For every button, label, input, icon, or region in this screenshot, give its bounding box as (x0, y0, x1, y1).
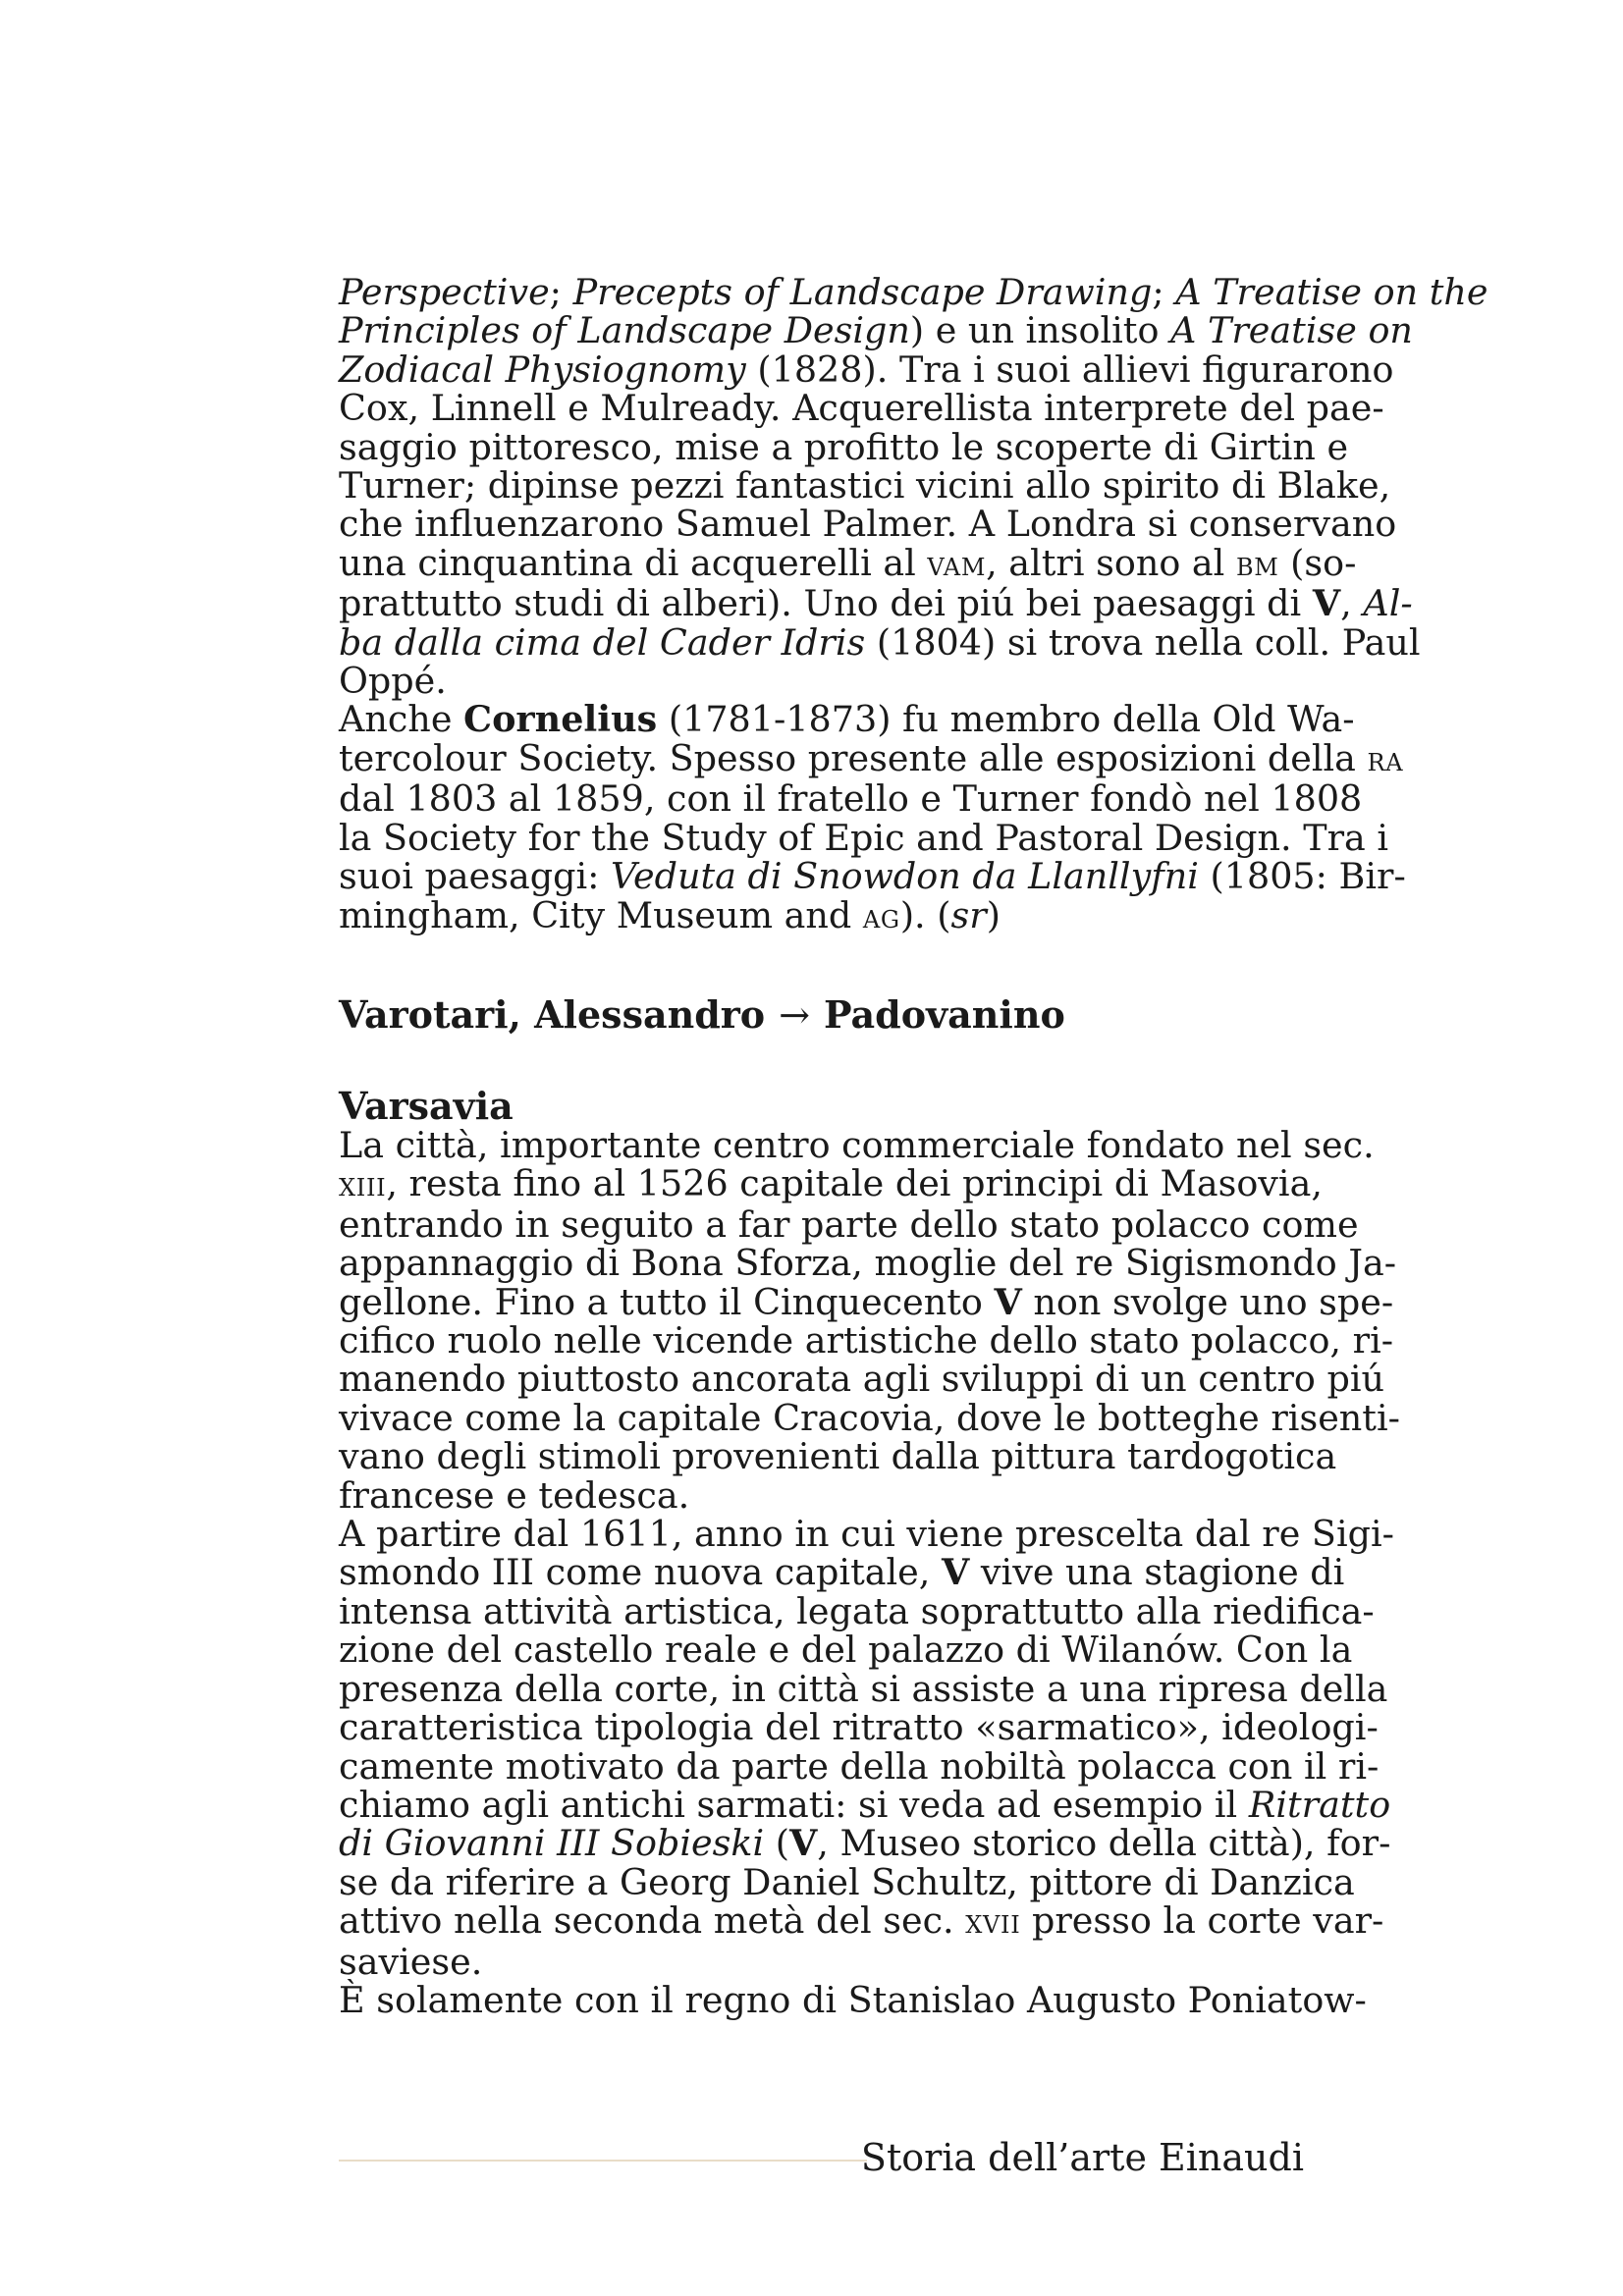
text-run: Perspective (339, 271, 550, 313)
text-run: ; (1152, 271, 1176, 313)
cross-reference: Padovanino (824, 992, 1065, 1037)
text-run: sr (950, 893, 987, 936)
text-run: , altri sono al (986, 541, 1236, 584)
text-line (339, 309, 1413, 352)
text-run: ) (986, 893, 1001, 936)
see-arrow-icon: → (779, 993, 810, 1037)
text-line (339, 1706, 1379, 1749)
entry-heading-varsavia: Varsavia (339, 1084, 514, 1128)
text-run: manendo piuttosto ancorata agli sviluppi di un centro piú (339, 1358, 1385, 1401)
text-line (339, 855, 1406, 898)
text-run: ; (549, 271, 573, 313)
text-run: saviese. (339, 1940, 483, 1983)
text-line (339, 1899, 1384, 1943)
text-line (339, 464, 1391, 507)
text-run: di Giovanni III Sobieski (339, 1822, 765, 1865)
text-run: (1828). Tra i suoi allievi figurarono (745, 347, 1394, 391)
text-block-2 (339, 1124, 1400, 2021)
text-run: A Treatise on (1170, 309, 1413, 352)
text-line (339, 1358, 1385, 1401)
text-line (339, 271, 1488, 313)
text-run: intensa attività artistica, legata soprattutto alla riedifica- (339, 1589, 1375, 1632)
text-run: saggio pittoresco, mise a profitto le scoperte di Girtin e (339, 425, 1349, 468)
text-line (339, 1629, 1353, 1672)
text-run: Principles of Landscape Design (339, 309, 910, 352)
text-line (339, 1202, 1359, 1246)
text-line (339, 1435, 1337, 1478)
text-run: entrando in seguito a far parte dello stato polacco come (339, 1202, 1359, 1246)
text-run: presso la corte var- (1020, 1899, 1384, 1943)
text-run: se da riferire a Georg Daniel Schultz, pittore di Danzica (339, 1860, 1355, 1903)
text-line (339, 1513, 1394, 1556)
text-run: V (1312, 582, 1341, 625)
text-run: Veduta di Snowdon da Llanllyfni (611, 855, 1199, 898)
text-line (339, 1280, 1394, 1323)
footer-title: Storia dell’arte Einaudi (860, 2136, 1304, 2179)
text-run: Cox, Linnell e Mulready. Acquerellista interprete del pae- (339, 387, 1384, 430)
text-line (339, 816, 1389, 859)
text-run: Oppé. (339, 660, 447, 703)
text-run: che influenzarono Samuel Palmer. A Londra si conservano (339, 503, 1397, 546)
text-line (339, 620, 1421, 664)
text-run: , (1340, 582, 1364, 625)
text-run: vivace come la capitale Cracovia, dove le botteghe risenti- (339, 1396, 1400, 1439)
text-run: , resta fino al 1526 capitale dei principi di Masovia, (386, 1162, 1323, 1205)
text-line (339, 347, 1394, 391)
text-run: (1805: Bir- (1198, 855, 1406, 898)
text-line (339, 777, 1363, 821)
text-run: caratteristica tipologia del ritratto «sarmatico», ideologi- (339, 1706, 1379, 1749)
text-run: vive una stagione di (969, 1551, 1345, 1594)
text-run: A Treatise on the (1175, 271, 1488, 313)
text-block-1 (339, 271, 1488, 936)
text-run: attivo nella seconda metà del sec. (339, 1899, 966, 1943)
text-run: la Society for the Study of Epic and Pastoral Design. Tra i (339, 816, 1389, 859)
text-run: vam (927, 544, 987, 584)
text-run: ba dalla cima del Cader Idris (339, 620, 866, 664)
text-run: Zodiacal Physiognomy (339, 347, 746, 391)
text-run: francese e tedesca. (339, 1473, 690, 1517)
text-line (339, 698, 1355, 741)
footer-rule (339, 2160, 867, 2162)
text-line (339, 1162, 1323, 1205)
text-line (339, 1589, 1375, 1632)
text-run: camente motivato da parte della nobiltà polacca con il ri- (339, 1744, 1380, 1788)
text-run: È solamente con il regno di Stanislao Augusto Poniatow- (339, 1978, 1367, 2021)
entry-heading-varotari (339, 993, 1065, 1037)
text-run: zione del castello reale e del palazzo di Wilanów. Con la (339, 1629, 1353, 1672)
text-line (339, 1473, 1303, 1517)
text-line (339, 1822, 1391, 1865)
text-run: Al- (1363, 582, 1413, 625)
text-run: tercolour Society. Spesso presente alle esposizioni della (339, 736, 1368, 779)
text-line (339, 1242, 1397, 1285)
text-run: Anche (339, 698, 464, 741)
text-run: smondo III come nuova capitale, (339, 1551, 942, 1594)
text-line (339, 503, 1397, 546)
text-line (339, 1783, 1391, 1826)
text-run: V (994, 1280, 1022, 1323)
text-run: chiamo agli antichi sarmati: si veda ad esempio il (339, 1783, 1249, 1826)
text-run: dal 1803 al 1859, con il fratello e Turner fondò nel 1808 (339, 777, 1363, 821)
text-run: appannaggio di Bona Sforza, moglie del re Sigismondo Ja- (339, 1242, 1397, 1285)
text-line (339, 1860, 1355, 1903)
text-line (339, 1667, 1388, 1710)
text-line (339, 1940, 1303, 1983)
text-line (339, 541, 1357, 584)
text-run: suoi paesaggi: (339, 855, 612, 898)
text-run: , Museo storico della città), for- (817, 1822, 1391, 1865)
text-run: gellone. Fino a tutto il Cinquecento (339, 1280, 995, 1323)
text-line (339, 893, 1303, 936)
text-line (339, 1744, 1380, 1788)
text-line (339, 387, 1384, 430)
text-run: (1781-1873) fu membro della Old Wa- (657, 698, 1355, 741)
text-line (339, 1319, 1394, 1362)
text-run: (so- (1278, 541, 1357, 584)
text-run: V (788, 1822, 818, 1865)
text-run: presenza della corte, in città si assiste a una ripresa della (339, 1667, 1388, 1710)
text-run: cifico ruolo nelle vicende artistiche dello stato polacco, ri- (339, 1319, 1394, 1362)
text-run: ra (1367, 739, 1404, 779)
text-run: A partire dal 1611, anno in cui viene prescelta dal re Sigi- (339, 1513, 1394, 1556)
text-line (339, 582, 1413, 625)
text-line (339, 1124, 1375, 1166)
text-run: bm (1235, 544, 1279, 584)
text-run: una cinquantina di acquerelli al (339, 541, 928, 584)
text-run: Turner; dipinse pezzi fantastici vicini allo spirito di Blake, (339, 464, 1391, 507)
text-run: Precepts of Landscape Drawing (572, 271, 1153, 313)
text-run: vano degli stimoli provenienti dalla pittura tardogotica (339, 1435, 1337, 1478)
text-run: ) e un insolito (909, 309, 1171, 352)
text-line (339, 1978, 1367, 2021)
text-run: xvii (965, 1902, 1021, 1943)
text-run: ( (764, 1822, 789, 1865)
text-run: ag (862, 896, 900, 936)
text-run: Ritratto (1248, 1783, 1391, 1826)
text-run: La città, importante centro commerciale fondato nel sec. (339, 1124, 1375, 1166)
text-line (339, 1551, 1345, 1594)
text-run: xiii (339, 1165, 387, 1205)
text-run: V (941, 1551, 970, 1594)
text-run: mingham, City Museum and (339, 893, 863, 936)
text-run: Cornelius (463, 698, 658, 741)
text-line (339, 736, 1404, 779)
text-line (339, 660, 1303, 703)
entry-name: Varotari, Alessandro (339, 992, 766, 1037)
text-line (339, 425, 1349, 468)
text-run: (1804) si trova nella coll. Paul (865, 620, 1421, 664)
text-run: ). ( (899, 893, 951, 936)
text-line (339, 1396, 1400, 1439)
text-run: prattutto studi di alberi). Uno dei piú bei paesaggi di (339, 582, 1313, 625)
text-run: non svolge uno spe- (1021, 1280, 1394, 1323)
